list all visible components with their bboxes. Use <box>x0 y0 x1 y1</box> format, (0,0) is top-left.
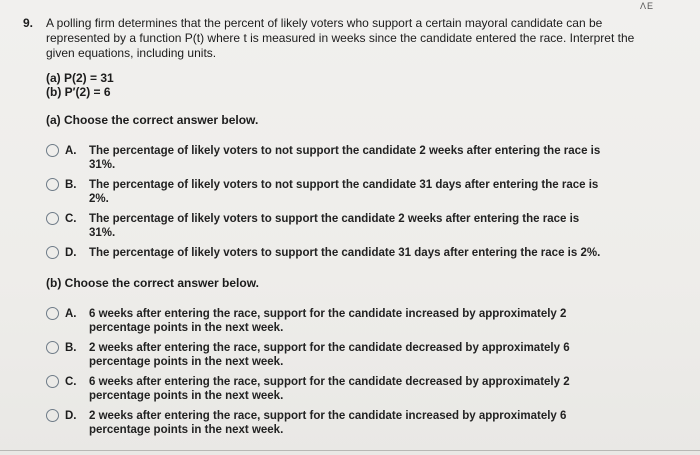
radio-circle-icon[interactable] <box>46 178 59 191</box>
option-letter: B. <box>65 342 77 354</box>
option-letter: A. <box>65 308 77 320</box>
part-a-option-d[interactable] <box>46 246 646 260</box>
option-letter: C. <box>65 376 77 388</box>
part-b-option-a[interactable] <box>46 307 606 335</box>
option-text: 2 weeks after entering the race, support for the candidate increased by approximately 6 percentage points in the next week. <box>89 410 567 436</box>
given-equations <box>46 71 114 99</box>
part-a-option-a[interactable] <box>46 144 606 172</box>
option-letter: D. <box>65 247 77 259</box>
bottom-divider <box>0 450 700 451</box>
radio-circle-icon[interactable] <box>46 375 59 388</box>
option-text: The percentage of likely voters to not support the candidate 2 weeks after entering the race is 31%. <box>89 145 601 171</box>
part-b-option-c[interactable] <box>46 375 606 403</box>
radio-circle-icon[interactable] <box>46 212 59 225</box>
part-b-option-b[interactable] <box>46 341 606 369</box>
option-letter: B. <box>65 179 77 191</box>
radio-circle-icon[interactable] <box>46 341 59 354</box>
given-a: (a) P(2) = 31 <box>46 71 114 85</box>
part-a-label: (a) Choose the correct answer below. <box>46 113 259 127</box>
radio-circle-icon[interactable] <box>46 144 59 157</box>
part-a-option-b[interactable] <box>46 178 606 206</box>
option-text: The percentage of likely voters to support the candidate 2 weeks after entering the race is 31%. <box>89 213 580 239</box>
option-letter: D. <box>65 410 77 422</box>
given-b: (b) P′(2) = 6 <box>46 85 111 99</box>
radio-circle-icon[interactable] <box>46 307 59 320</box>
option-letter: C. <box>65 213 77 225</box>
radio-circle-icon[interactable] <box>46 409 59 422</box>
option-text: 6 weeks after entering the race, support for the candidate increased by approximately 2 percentage points in the next week. <box>89 308 567 334</box>
question-text: A polling firm determines that the percent of likely voters who support a certain mayoral candidate can be represented by a function P(t) where t is measured in weeks since the candidate entered the race. Interpret the given equations, including units. <box>46 16 635 60</box>
corner-mark: ΛΕ <box>640 1 655 11</box>
part-b-label: (b) Choose the correct answer below. <box>46 276 259 290</box>
part-a-option-c[interactable] <box>46 212 606 240</box>
option-text: 2 weeks after entering the race, support for the candidate decreased by approximately 6 percentage points in the next week. <box>89 342 570 368</box>
option-text: The percentage of likely voters to not support the candidate 31 days after entering the race is 2%. <box>89 179 599 205</box>
part-b-option-d[interactable] <box>46 409 606 437</box>
question-number: 9. <box>23 16 34 30</box>
radio-circle-icon[interactable] <box>46 246 59 259</box>
option-text: 6 weeks after entering the race, support for the candidate decreased by approximately 2 percentage points in the next week. <box>89 376 570 402</box>
option-text: The percentage of likely voters to support the candidate 31 days after entering the race is 2%. <box>89 247 601 259</box>
option-letter: A. <box>65 145 77 157</box>
